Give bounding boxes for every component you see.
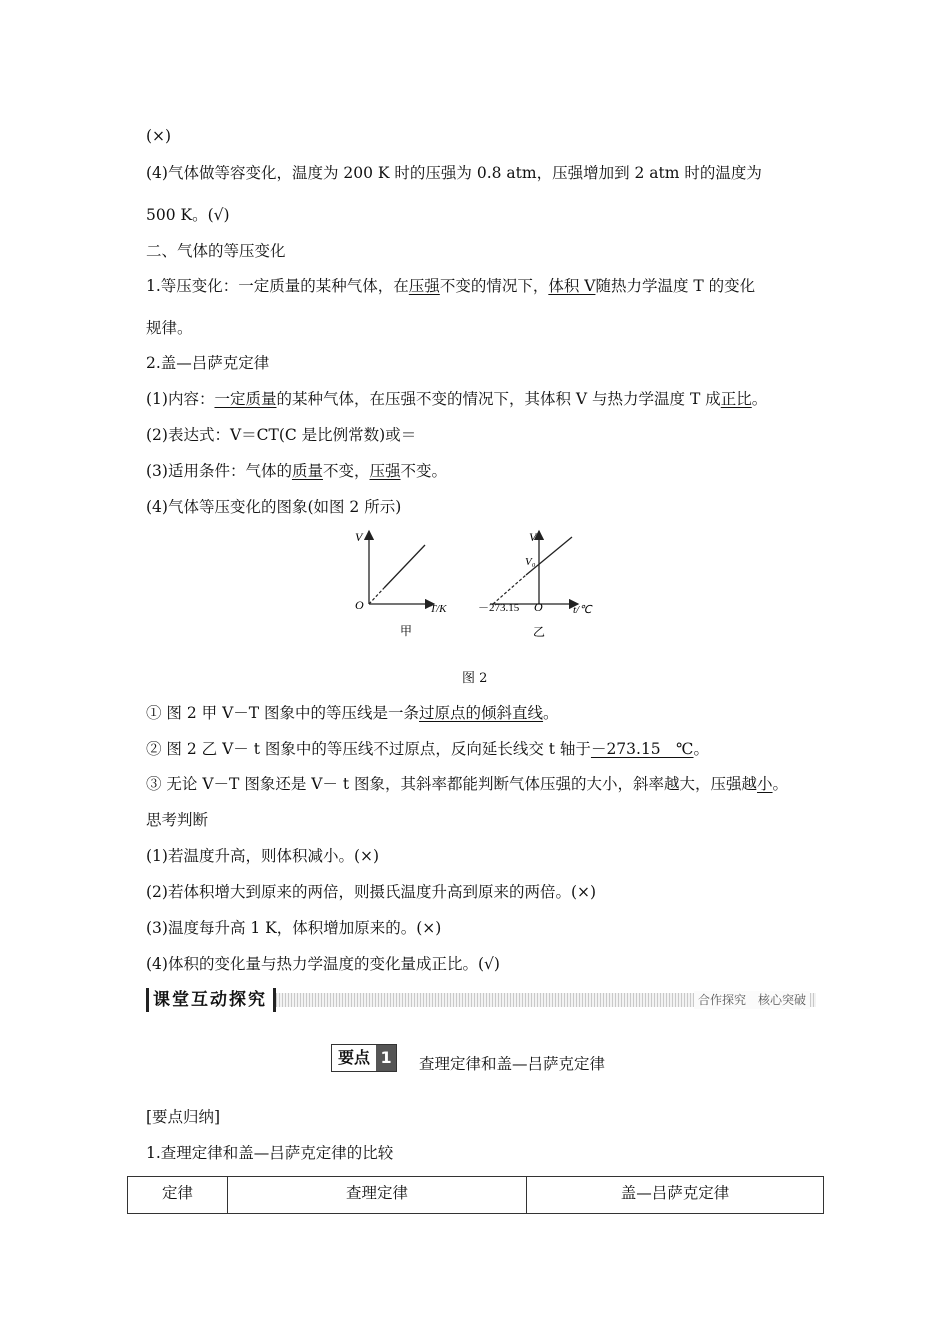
text: ② 图 2 乙 V－ t 图象中的等压线不过原点，反向延长线交 t 轴于 — [146, 740, 591, 758]
right-neg-label: －273.15 — [478, 602, 520, 614]
left-y-label: V — [355, 530, 363, 544]
table-header-cell: 定律 — [128, 1177, 228, 1214]
right-origin: O — [534, 600, 543, 614]
text: 。 — [693, 740, 710, 758]
keypoint-number: 1 — [376, 1045, 396, 1071]
table-header-cell: 盖—吕萨克定律 — [527, 1177, 824, 1214]
keypoint-label: 要点 — [332, 1045, 376, 1071]
underlined-answer: 一定质量 — [214, 390, 277, 408]
right-caption: 乙 — [533, 625, 546, 639]
line-1: (×) — [146, 127, 172, 145]
text: (3)适用条件：气体的 — [146, 462, 292, 480]
line-2: (4)气体做等容变化，温度为 200 K 时的压强为 0.8 atm，压强增加到 2 atm 时的温度为 — [146, 164, 762, 182]
right-x-label: t/℃ — [573, 604, 592, 616]
figure-caption: 图 2 — [462, 671, 488, 686]
section-bar — [146, 988, 816, 1012]
right-dashed-line — [493, 575, 526, 604]
text: ③ 无论 V－T 图象还是 V－ t 图象，其斜率都能判断气体压强的大小，斜率越大，压强越 — [146, 775, 758, 793]
line-6: 规律。 — [146, 319, 193, 337]
text: (1)内容： — [146, 390, 215, 408]
left-isobar-line — [384, 545, 425, 588]
underlined-answer: 压强 — [408, 277, 440, 295]
line-18: (3)温度每升高 1 K，体积增加原来的。(×) — [146, 919, 442, 937]
line-8 — [146, 388, 767, 410]
line-9: (2)表达式：V＝CT(C 是比例常数)或＝ — [146, 426, 417, 444]
section-right-text: 合作探究 核心突破 — [694, 991, 810, 1009]
left-origin: O — [355, 598, 364, 612]
text: 随热力学温度 T 的变化 — [595, 277, 756, 295]
line-10 — [146, 460, 447, 482]
underlined-answer: 质量 — [291, 462, 323, 480]
underlined-answer: 正比 — [720, 390, 752, 408]
line-12 — [146, 702, 559, 724]
text: 不变的情况下， — [439, 277, 549, 295]
right-y-label: V — [529, 530, 537, 544]
line-14 — [146, 773, 788, 795]
section-heading-isobaric: 二、气体的等压变化 — [146, 242, 286, 260]
line-5 — [146, 275, 755, 297]
right-v0-label: V₀ — [525, 556, 536, 568]
summary-item-1: 1.查理定律和盖—吕萨克定律的比较 — [146, 1144, 394, 1162]
line-13 — [146, 738, 709, 760]
text: 不变， — [322, 462, 370, 480]
underlined-answer: －273.15 ℃ — [590, 740, 694, 758]
line-15: 思考判断 — [146, 811, 209, 829]
text: 1.等压变化：一定质量的某种气体，在 — [146, 277, 409, 295]
figure-2-graphs — [0, 525, 950, 655]
text: 。 — [772, 775, 789, 793]
underlined-answer: 压强 — [369, 462, 401, 480]
text: 不变。 — [400, 462, 448, 480]
left-x-label: T/K — [430, 603, 447, 615]
line-16: (1)若温度升高，则体积减小。(×) — [146, 847, 380, 865]
line-7: 2.盖—吕萨克定律 — [146, 354, 270, 372]
keypoint-badge — [331, 1044, 397, 1072]
text: ① 图 2 甲 V－T 图象中的等压线是一条 — [146, 704, 420, 722]
section-title: 课堂互动探究 — [146, 988, 276, 1012]
line-19: (4)体积的变化量与热力学温度的变化量成正比。(√) — [146, 955, 500, 973]
text: 。 — [543, 704, 559, 722]
underlined-answer: 体积 V — [548, 277, 596, 295]
line-11: (4)气体等压变化的图象(如图 2 所示) — [146, 498, 402, 516]
left-dashed-line — [369, 588, 384, 604]
left-caption: 甲 — [400, 624, 413, 638]
text: 的某种气体，在压强不变的情况下，其体积 V 与热力学温度 T 成 — [276, 390, 721, 408]
summary-heading: [要点归纳] — [146, 1108, 221, 1126]
keypoint-title: 查理定律和盖—吕萨克定律 — [419, 1055, 606, 1073]
underlined-answer: 小 — [757, 775, 773, 793]
text: 。 — [751, 390, 768, 408]
table-header-row — [128, 1177, 824, 1214]
line-3: 500 K。(√) — [146, 206, 230, 224]
law-comparison-table — [127, 1176, 824, 1214]
underlined-answer: 过原点的倾斜直线 — [419, 704, 544, 722]
table-header-cell: 查理定律 — [228, 1177, 527, 1214]
line-17: (2)若体积增大到原来的两倍，则摄氏温度升高到原来的两倍。(×) — [146, 883, 597, 901]
